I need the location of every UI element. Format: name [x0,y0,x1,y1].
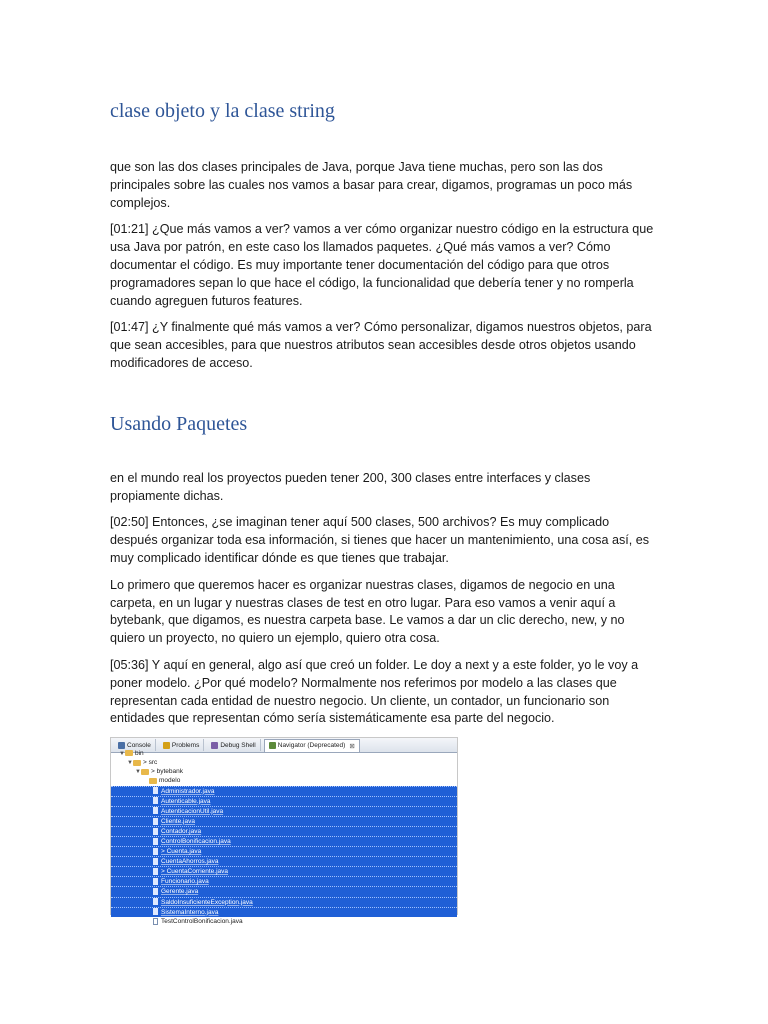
java-file-icon [153,787,158,794]
paragraph: [02:50] Entonces, ¿se imaginan tener aquí 500 clases, 500 archivos? Es muy complicado después organizar toda esa información, si tienes que hacer un mantenimiento, una cosa así, es muy complicado identificar dónde es que tienes que trabajar. [110,515,650,565]
java-file-icon [153,818,158,825]
tree-label: Administrador.java [161,787,215,795]
problems-icon [163,742,170,749]
tree-item-file[interactable] [111,917,457,926]
heading-usando-paquetes: Usando Paquetes [110,412,248,435]
tree-label: Funcionario.java [161,878,209,886]
tree-label: Contador.java [161,827,202,835]
tree-item-file-selected[interactable] [111,846,457,856]
folder-icon [149,778,157,784]
java-file-icon [153,898,158,905]
tree-item-file-selected[interactable] [111,806,457,816]
tree-label: ControlBonificacion.java [161,837,231,845]
java-file-icon [153,807,158,814]
close-icon[interactable]: ⊠ [349,742,355,750]
debug-shell-icon [211,742,218,749]
java-file-icon [153,878,158,885]
tree-item-src[interactable] [111,758,457,767]
navigator-icon [269,742,276,749]
tree-label: > bytebank [151,768,183,776]
paragraph: [01:21] ¿Que más vamos a ver? vamos a ver cómo organizar nuestro código en la estructura que usa Java por patrón, en este caso los llamados paquetes. ¿Qué más vamos a ver? Cómo documentar el código. Es muy importante tener documentación del código para que otros programadores sepan lo que hace el código, la funcionalidad que debería tener y no romperla cuando agreguen futuros features. [110,222,654,308]
paragraph: [05:36] Y aquí en general, algo así que creó un folder. Le doy a next y a este folder, yo le voy a poner modelo. ¿Por qué modelo? Normalmente nos referimos por modelo a las clases que representan cada entidad de nuestro negocio. Un cliente, un contador, un funcionario son entidades que representan cómo sería sistemáticamente esa parte del negocio. [110,657,639,726]
tree-label: Autenticable.java [161,797,211,805]
tree-label: > Cuenta.java [161,848,202,856]
tree-item-file-selected[interactable] [111,866,457,876]
folder-icon [125,750,133,756]
tree-item-file-selected[interactable] [111,796,457,806]
tree-label: SistemaInterno.java [161,908,219,916]
tree-label: SaldoInsuficienteException.java [161,898,253,906]
java-file-icon [153,848,158,855]
expand-arrow-icon[interactable]: ▼ [119,751,125,758]
eclipse-navigator-screenshot [110,737,458,925]
tree-item-bytebank[interactable] [111,767,457,776]
tree-label: Gerente.java [161,888,199,896]
java-file-icon [153,918,158,925]
java-file-icon [153,828,158,835]
folder-icon [141,769,149,775]
java-file-icon [153,838,158,845]
expand-arrow-icon[interactable]: ▼ [135,769,141,776]
tree-item-file-selected[interactable] [111,816,457,826]
expand-arrow-icon[interactable]: ▼ [127,760,133,767]
tree-item-file-selected[interactable] [111,856,457,866]
java-file-icon [153,797,158,804]
tree-label: TestControlBonificacion.java [161,917,243,925]
selected-file-list [111,786,457,917]
tree-item-file-selected[interactable] [111,897,457,907]
tree-label: CuentaAhorros.java [161,858,219,866]
folder-icon [133,760,141,766]
tree-item-file-selected[interactable] [111,836,457,846]
tab-label: Problems [171,741,200,749]
tab-label: Navigator (Deprecated) [277,742,346,750]
java-file-icon [153,888,158,895]
tab-label: Debug Shell [220,741,256,749]
tree-label: Cliente.java [161,817,195,825]
tree-item-file-selected[interactable] [111,907,457,917]
tree-label: > src [143,759,158,767]
tree-label: modelo [159,777,181,785]
tree-label: bin [135,750,144,758]
console-icon [118,742,125,749]
tree-item-file-selected[interactable] [111,786,457,796]
paragraph: que son las dos clases principales de Java, porque Java tiene muchas, pero son las dos principales sobre las cuales nos vamos a basar para crear, digamos, programas un poco más complejos. [110,160,633,210]
document-body [110,98,658,925]
tree-item-file-selected[interactable] [111,886,457,896]
tree-label: AutenticacionUtil.java [161,807,224,815]
navigator-tree [111,750,457,925]
tree-label: > CuentaCorriente.java [161,868,229,876]
java-file-icon [153,908,158,915]
heading-clase-objeto: clase objeto y la clase string [110,100,335,122]
paragraph: [01:47] ¿Y finalmente qué más vamos a ver? Cómo personalizar, digamos nuestros objetos, para que sean accesibles, para que nuestros atributos sean accesibles desde otros objetos usando modificadores de acceso. [110,320,652,370]
tree-item-file-selected[interactable] [111,876,457,886]
tree-item-file-selected[interactable] [111,826,457,836]
java-file-icon [153,858,158,865]
java-file-icon [153,868,158,875]
tree-item-modelo[interactable] [111,776,457,785]
tree-item-bin[interactable] [111,749,457,758]
tab-label: Console [127,741,151,749]
paragraph: en el mundo real los proyectos pueden tener 200, 300 clases entre interfaces y clases propiamente dichas. [110,470,591,503]
paragraph: Lo primero que queremos hacer es organizar nuestras clases, digamos de negocio en una carpeta, en un lugar y nuestras clases de test en otro lugar. Para eso vamos a venir aquí a bytebank, que digamos, es nuestra carpeta base. Le vamos a dar un clic derecho, new, y no quiero un proyecto, no quiero un ejemplo, quiero otra cosa. [110,577,625,646]
